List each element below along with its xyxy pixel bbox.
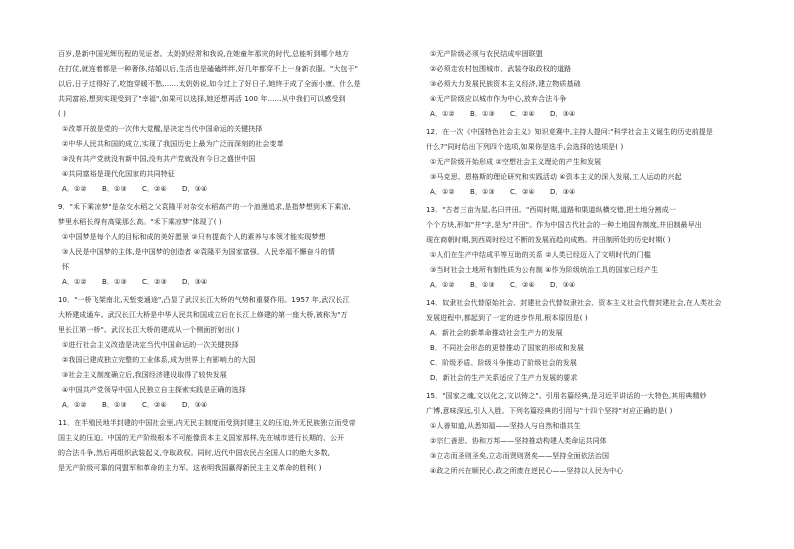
option-line: A．新社会的新革命推动社会生产力的发展	[430, 329, 563, 337]
answer-choices	[58, 275, 396, 290]
answer-choice: A．①②	[62, 278, 87, 286]
question-line: 广博,意味深远,引人入胜。下列名篇经典的引用与"十四个坚持"对应正确的是( )	[426, 407, 673, 415]
question-line: 11．在半殖民地半封建的中国社会里,内无民主制度而受到封建主义的压迫,外无民族独立而受帝	[58, 419, 356, 427]
answer-choice: A．①②	[430, 110, 455, 118]
answer-choice: B．①③	[470, 110, 495, 118]
question-line: 的合法斗争,然后再组织武装起义,夺取政权。同时,近代中国农民占全国人口的绝大多数,	[58, 449, 330, 457]
left-column	[58, 47, 396, 476]
question-line: 是无产阶级可靠的同盟军和革命的主力军。这表明我国赢得新民主主义革命的胜利( )	[58, 464, 322, 472]
question-line: 9．"禾下乘凉梦"是杂交水稻之父袁隆平对杂交水稻高产的一个浪漫追求,是指梦想到禾下乘凉,	[58, 203, 351, 211]
question-line: 以后,日子过得好了,吃饱穿暖不愁,……太奶奶说,如今过上了好日子,她终于成了全面小康、什么是	[58, 80, 361, 88]
question-line: 12．在一次《中国特色社会主义》知识竞赛中,主持人提问:"科学社会主义诞生的历史前提是	[426, 128, 714, 136]
answer-choice: D．③④	[550, 188, 576, 196]
question-line: 里长江第一桥"。武汉长江大桥的建成从一个侧面折射出( )	[58, 326, 240, 334]
option-line: ①人善知道,从悉知福——坚持人与自然和谐共生	[430, 422, 581, 430]
right-column	[426, 47, 762, 479]
question-line: 14．奴隶社会代替原始社会、封建社会代替奴隶社会、资本主义社会代替封建社会,在人类社会	[426, 299, 722, 307]
answer-choice: D．③④	[182, 278, 208, 286]
question-line: 共同富裕,想到实现受到了"幸福",如果可以选择,她还想再活 100 年……从中我们可以感受到	[58, 95, 346, 103]
answer-choice: C．②③	[142, 278, 167, 286]
option-line: ④政之所兴在顺民心,政之所废在逆民心——坚持以人民为中心	[430, 467, 624, 475]
answer-choice: C．②④	[142, 185, 167, 193]
answer-choice: B．①③	[102, 401, 127, 409]
question-line: 大桥建成通车。武汉长江大桥是中华人民共和国成立后在长江上修建的第一座大桥,被称为"万	[58, 311, 348, 319]
question-line: 什么?"同时给出下列四个选项,如果你是选手,会选择的选项是( )	[426, 143, 624, 151]
option-line: ②中华人民共和国的成立,实现了我国历史上最为广泛而深刻的社会变革	[62, 140, 284, 148]
option-line: ③必须大力发展民族资本主义经济,建立物质基础	[430, 80, 581, 88]
option-line: ①进行社会主义改造是决定当代中国命运的一次关键抉择	[62, 341, 239, 349]
answer-choice: A．①②	[62, 401, 87, 409]
option-line: ③立志而圣则圣矣,立志而贤则贤矣——坚持全面依法治国	[430, 452, 610, 460]
question-line: 梦里水稻长得有高粱那么高。"禾下乘凉梦"体现了( )	[58, 218, 222, 226]
option-line: ②宗仁善思、协和万邦——坚持推动构建人类命运共同体	[430, 437, 607, 445]
answer-choice: A．①②	[62, 185, 87, 193]
option-line: B．不同社会形态的更替推动了国家的形成和发展	[430, 344, 585, 352]
option-line: ①中国梦是每个人的目标和成的美好愿景 ②只有提高个人的素养与本领才能实现梦想	[62, 233, 326, 241]
answer-choice: A．①②	[430, 188, 455, 196]
answer-choice: B．①③	[470, 281, 495, 289]
option-line: ④中国共产党领导中国人民独立自主探索实践是正确的选择	[62, 386, 246, 394]
option-line: ①人们在生产中结成平等互助的关系 ②人类已经迈入了文明时代的门槛	[430, 251, 651, 259]
answer-choice: A．①②	[430, 281, 455, 289]
question-line: ( )	[58, 110, 66, 118]
answer-choice: D．③④	[550, 281, 576, 289]
answer-choice: C．②④	[142, 401, 167, 409]
option-line: ③没有共产党就没有新中国,没有共产党就没有今日之盛世中国	[62, 155, 256, 163]
answer-choice: B．①③	[102, 278, 127, 286]
answer-choice: D．③④	[182, 401, 208, 409]
answer-choices	[58, 182, 396, 197]
option-line: ③马克思、恩格斯的理论研究和实践活动 ④资本主义的深入发展,工人运动的兴起	[430, 173, 682, 181]
answer-choice: D．③④	[550, 110, 576, 118]
answer-choice: B．①③	[470, 188, 495, 196]
option-line: ①改革开放是党的一次伟大觉醒,是决定当代中国命运的关键抉择	[62, 125, 263, 133]
option-line: ④共同富裕是现代化国家的共同特征	[62, 170, 175, 178]
question-line: 发展进程中,都起到了一定的进步作用,根本原因是( )	[426, 314, 588, 322]
option-line: ①无产阶级开始形成 ②空想社会主义理论的产生和发展	[430, 158, 602, 166]
answer-choice: C．②④	[510, 281, 535, 289]
option-line: ③当时社会土地所有制性质为公有制 ④作为阶级统治工具的国家已经产生	[430, 266, 659, 274]
option-line: ④无产阶级应以城市作为中心,放弃合法斗争	[430, 95, 567, 103]
question-line: 10．"一桥飞架南北,天堑变通途",凸显了武汉长江大桥的气势和重要作用。1957 年,武汉长江	[58, 296, 350, 304]
question-line: 13．"古者三亩为屋,名曰井田。"西周时期,道路和渠道纵横交错,把土地分割成一	[426, 206, 676, 214]
option-line: C．阶级矛盾、阶级斗争推动了阶级社会的发展	[430, 359, 577, 367]
question-line: 国主义的压迫。中国的无产阶级根本不可能像资本主义国家那样,先在城市进行长期的、公开	[58, 434, 345, 442]
question-line: 个个方块,形如"井"字,是为"井田"。作为中国古代社会的一种土地国有制度,井田制最早出	[426, 221, 702, 229]
answer-choices	[426, 107, 762, 122]
option-line: ②必须走农村包围城市、武装夺取政权的道路	[430, 65, 572, 73]
question-line: 在打仗,就连着都是一种奢侈,结婚以后,生活也是磕磕绊绊,好几年都穿不上一身新衣服。"大包干"	[58, 65, 358, 73]
answer-choices	[58, 398, 396, 413]
answer-choices	[426, 278, 762, 293]
question-line: 15．"国家之魂,文以化之,文以铸之"。引用名篇经典,是习近平讲话的一大特色,其用典精妙	[426, 392, 707, 400]
question-line: 百岁,是新中国光辉历程的见证者。太奶奶经常和我说,在她童年那灾的时代,总能听到哪个地方	[58, 50, 349, 58]
answer-choice: B．①③	[102, 185, 127, 193]
answer-choices	[426, 185, 762, 200]
answer-choice: D．③④	[182, 185, 208, 193]
option-line: ③社会主义制度确立后,我国经济建设取得了较快发展	[62, 371, 227, 379]
question-line: 现在商朝时期,到西周时经过不断的发展而趋向成熟。井田制所处的历史时期( )	[426, 236, 671, 244]
option-line: ①无产阶级必须与农民结成牢固联盟	[430, 50, 543, 58]
option-line: ②我国已建成独立完整的工业体系,成为世界上有影响力的大国	[62, 356, 256, 364]
answer-choice: C．②④	[510, 110, 535, 118]
option-line: 怀	[62, 263, 70, 271]
option-line: D．新社会的生产关系适应了生产力发展的要求	[430, 374, 578, 382]
answer-choice: C．②④	[510, 188, 535, 196]
option-line: ③人民是中国梦的主体,是中国梦的创造者 ④袁隆平为国家富强、人民幸福不懈奋斗的情	[62, 248, 335, 256]
